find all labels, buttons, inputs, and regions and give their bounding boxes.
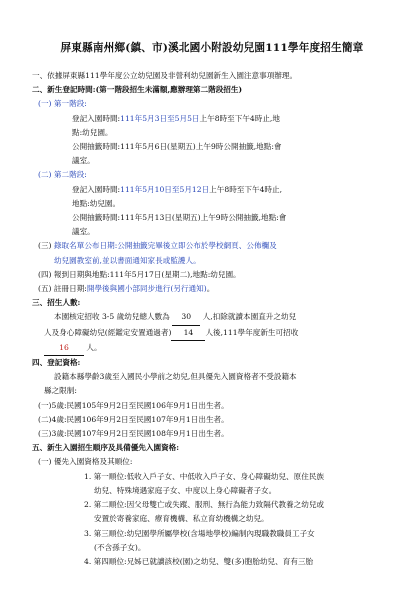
phase-2-label: (二) 第二階段: [38,170,87,180]
priority-3: 3. 第三順位:幼兒園學所屬學校(含場地學校)編制內現職教職員工子女 [84,528,315,538]
priority-heading: (一) 優先入園資格及其順位: [38,457,133,467]
item-3 [32,239,392,253]
phase-2-reg [32,183,392,197]
reg-label: 登記入園時間: [72,113,121,123]
item-3-label: 錄取名單公布日期: [53,241,118,251]
section-3-line-2 [32,326,392,341]
item-5-end: 。 [206,284,215,294]
priority-1-cont: 幼兒、特殊境遇家庭子女、中度以上身心障礙者子女。 [94,485,277,495]
section-4-line-1: 設籍本縣學齡3歲至入國民小學前之幼兒,但具優先入園資格者不受設籍本 [54,372,297,382]
quota-text-4: 人後,111學年度新生可招收 [205,327,299,337]
phase-2-draw: 公開抽籤時間:111年5月13日(星期五)上午9時公開抽籤,地點:會 [72,213,287,223]
phase-2-draw-cont: 議室。 [72,227,95,237]
phase-2-reg-date: 111年5月10日至5月12日 [120,184,210,194]
item-5-text: 開學後與國小部同步進行(另行通知) [86,284,207,294]
reg-time: 上午8時至下午4時止,地 [199,113,280,123]
intro-line: 一、依據屏東縣111學年度公立幼兒園及非營利幼兒園新生入園注意事項辦理。 [32,71,298,80]
priority-2-cont: 安置於寄養家庭、療育機構、私立育幼機構之幼兒。 [94,514,269,524]
section-4-heading: 四、登記資格: [32,358,81,368]
page-title: 屏東縣南州鄉(鎮、市)溪北國小附設幼兒園111學年度招生簡章 [60,42,364,54]
section-3-heading: 三、招生人數: [32,298,81,308]
total-count: 30 [172,310,200,325]
item-3-text: 公開抽籤完畢後立即公布於學校網頁、公佈欄及 [117,241,277,251]
phase-1-reg-cont: 點:幼兒園。 [72,127,113,137]
phase-1-draw: 公開抽籤時間:111年5月6日(星期五)上午9時公開抽籤,地點:會 [72,142,282,152]
item-5-label: (五) 註冊日期: [38,284,87,294]
reg-label: 登記入園時間: [72,184,121,194]
section-5-heading: 五、新生入園招生順序及具備優先入園資格: [32,443,180,453]
priority-4: 4. 第四順位:兄姊已就讀該校(園)之幼兒、雙(多)胞胎幼兒、育有三胎 [84,556,314,566]
quota-text: 本園核定招收 3-5 歲幼兒總人數為 [54,312,170,322]
item-4: (四) 報到日期與地點:111年5月17日(星期二),地點:幼兒園。 [38,269,241,279]
age-3-line: (三)3歲:民國107年9月2日至民國108年9月1日出生者。 [38,429,229,439]
priority-2: 2. 第二順位:因父母雙亡或失蹤、服刑、無行為能力致隔代教養之幼兒或 [84,500,325,510]
phase-1-reg [32,112,392,126]
section-2-note: (第一階段招生未滿額,應辦理第二階段招生) [95,85,243,95]
section-3-line-3 [32,341,392,356]
section-2-title: 二、新生登記時間: [32,85,96,95]
quota-text-3: 人及身心障礙幼兒(經鑑定安置通過者) [44,327,172,337]
age-5-line: (一)5歲:民國105年9月2日至民國106年9月1日出生者。 [38,400,229,410]
section-2-heading [32,83,392,97]
reg-time: 上午8時至下午4時止, [209,184,282,194]
item-3-cont: 幼兒園教室前,並以書面通知家長或監護人。 [54,255,201,265]
age-4-line: (二)4歲:民國106年9月2日至民國107年9月1日出生者。 [38,414,229,424]
phase-1-draw-cont: 議室。 [72,156,95,166]
item-3-num: (三) [38,241,52,251]
new-student-count: 16 [44,341,84,356]
priority-1: 1. 第一順位:低收入戶子女、中低收入戶子女、身心障礙幼兒、原住民族 [84,471,325,481]
quota-text-2: 人,扣除就讀本園直升之幼兒 [202,312,297,322]
phase-2-reg-cont: 地點:幼兒園。 [72,198,121,208]
item-5 [32,282,392,296]
section-4-line-2: 縣之限制: [44,386,77,396]
section-3-line-1 [32,310,392,325]
priority-3-cont: (不含孫子女)。 [94,542,146,552]
phase-1-label: (一) 第一階段: [38,99,87,109]
phase-1-reg-date: 111年5月3日至5月5日 [120,113,200,123]
quota-text-5: 人。 [86,342,102,352]
disabled-count: 14 [171,326,205,341]
